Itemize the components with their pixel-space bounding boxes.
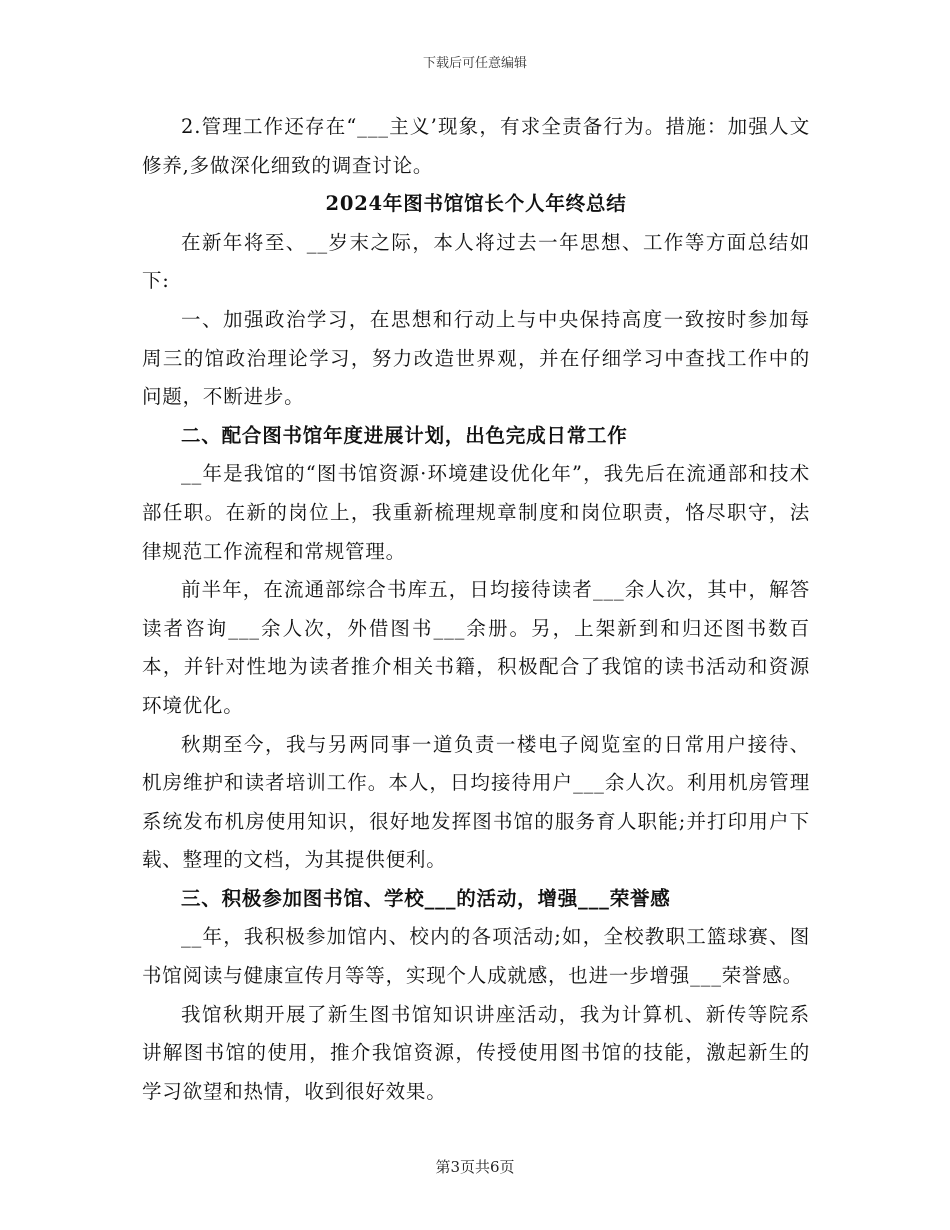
page-number: 第3页共6页 [435, 1158, 515, 1176]
paragraph-political-study: 一、加强政治学习，在思想和行动上与中央保持高度一致按时参加每周三的馆政治理论学习，努力改造世界观，并在仔细学习中查找工作中的问题，不断进步。 [142, 307, 810, 409]
document-body [142, 108, 810, 1111]
paragraph-intro: 在新年将至、__岁末之际，本人将过去一年思想、工作等方面总结如下: [142, 230, 810, 293]
document-title: 2024年图书馆馆长个人年终总结 [325, 192, 627, 216]
paragraph-freshman-lecture: 我馆秋期开展了新生图书馆知识讲座活动，我为计算机、新传等院系讲解图书馆的使用，推介我馆资源，传授使用图书馆的技能，激起新生的学习欲望和热情，收到很好效果。 [142, 1002, 810, 1103]
paragraph-activities: __年，我积极参加馆内、校内的各项活动;如，全校教职工篮球赛、图书馆阅读与健康宣传月等等，实现个人成就感，也进一步增强___荣誉感。 [142, 925, 810, 988]
paragraph-autumn-term: 秋期至今，我与另两同事一道负责一楼电子阅览室的日常用户接待、机房维护和读者培训工作。本人，日均接待用户___余人次。利用机房管理系统发布机房使用知识，很好地发挥图书馆的服务育人职能;并打印用户下载、整理的文档，为其提供便利。 [142, 732, 810, 872]
paragraph-first-half-year: 前半年，在流通部综合书库五，日均接待读者___余人次，其中，解答读者咨询___余人次，外借图书___余册。另，上架新到和归还图书数百本，并针对性地为读者推介相关书籍，积极配合了我馆的读书活动和资源环境优化。 [142, 578, 810, 717]
section-heading-daily-work: 二、配合图书馆年度进展计划，出色完成日常工作 [181, 423, 628, 447]
paragraph-management-issue: 2.管理工作还存在“___主义’现象，有求全责备行为。措施：加强人文修养,多做深化细致的调查讨论。 [142, 115, 810, 177]
paragraph-optimization-year: __年是我馆的“图书馆资源·环境建设优化年”，我先后在流通部和技术部任职。在新的岗位上，我重新梳理规章制度和岗位职责，恪尽职守，法律规范工作流程和常规管理。 [142, 462, 810, 563]
page-header: 下载后可任意编辑 [422, 56, 527, 71]
section-heading-activities: 三、积极参加图书馆、学校___的活动，增强___荣誉感 [181, 886, 671, 910]
